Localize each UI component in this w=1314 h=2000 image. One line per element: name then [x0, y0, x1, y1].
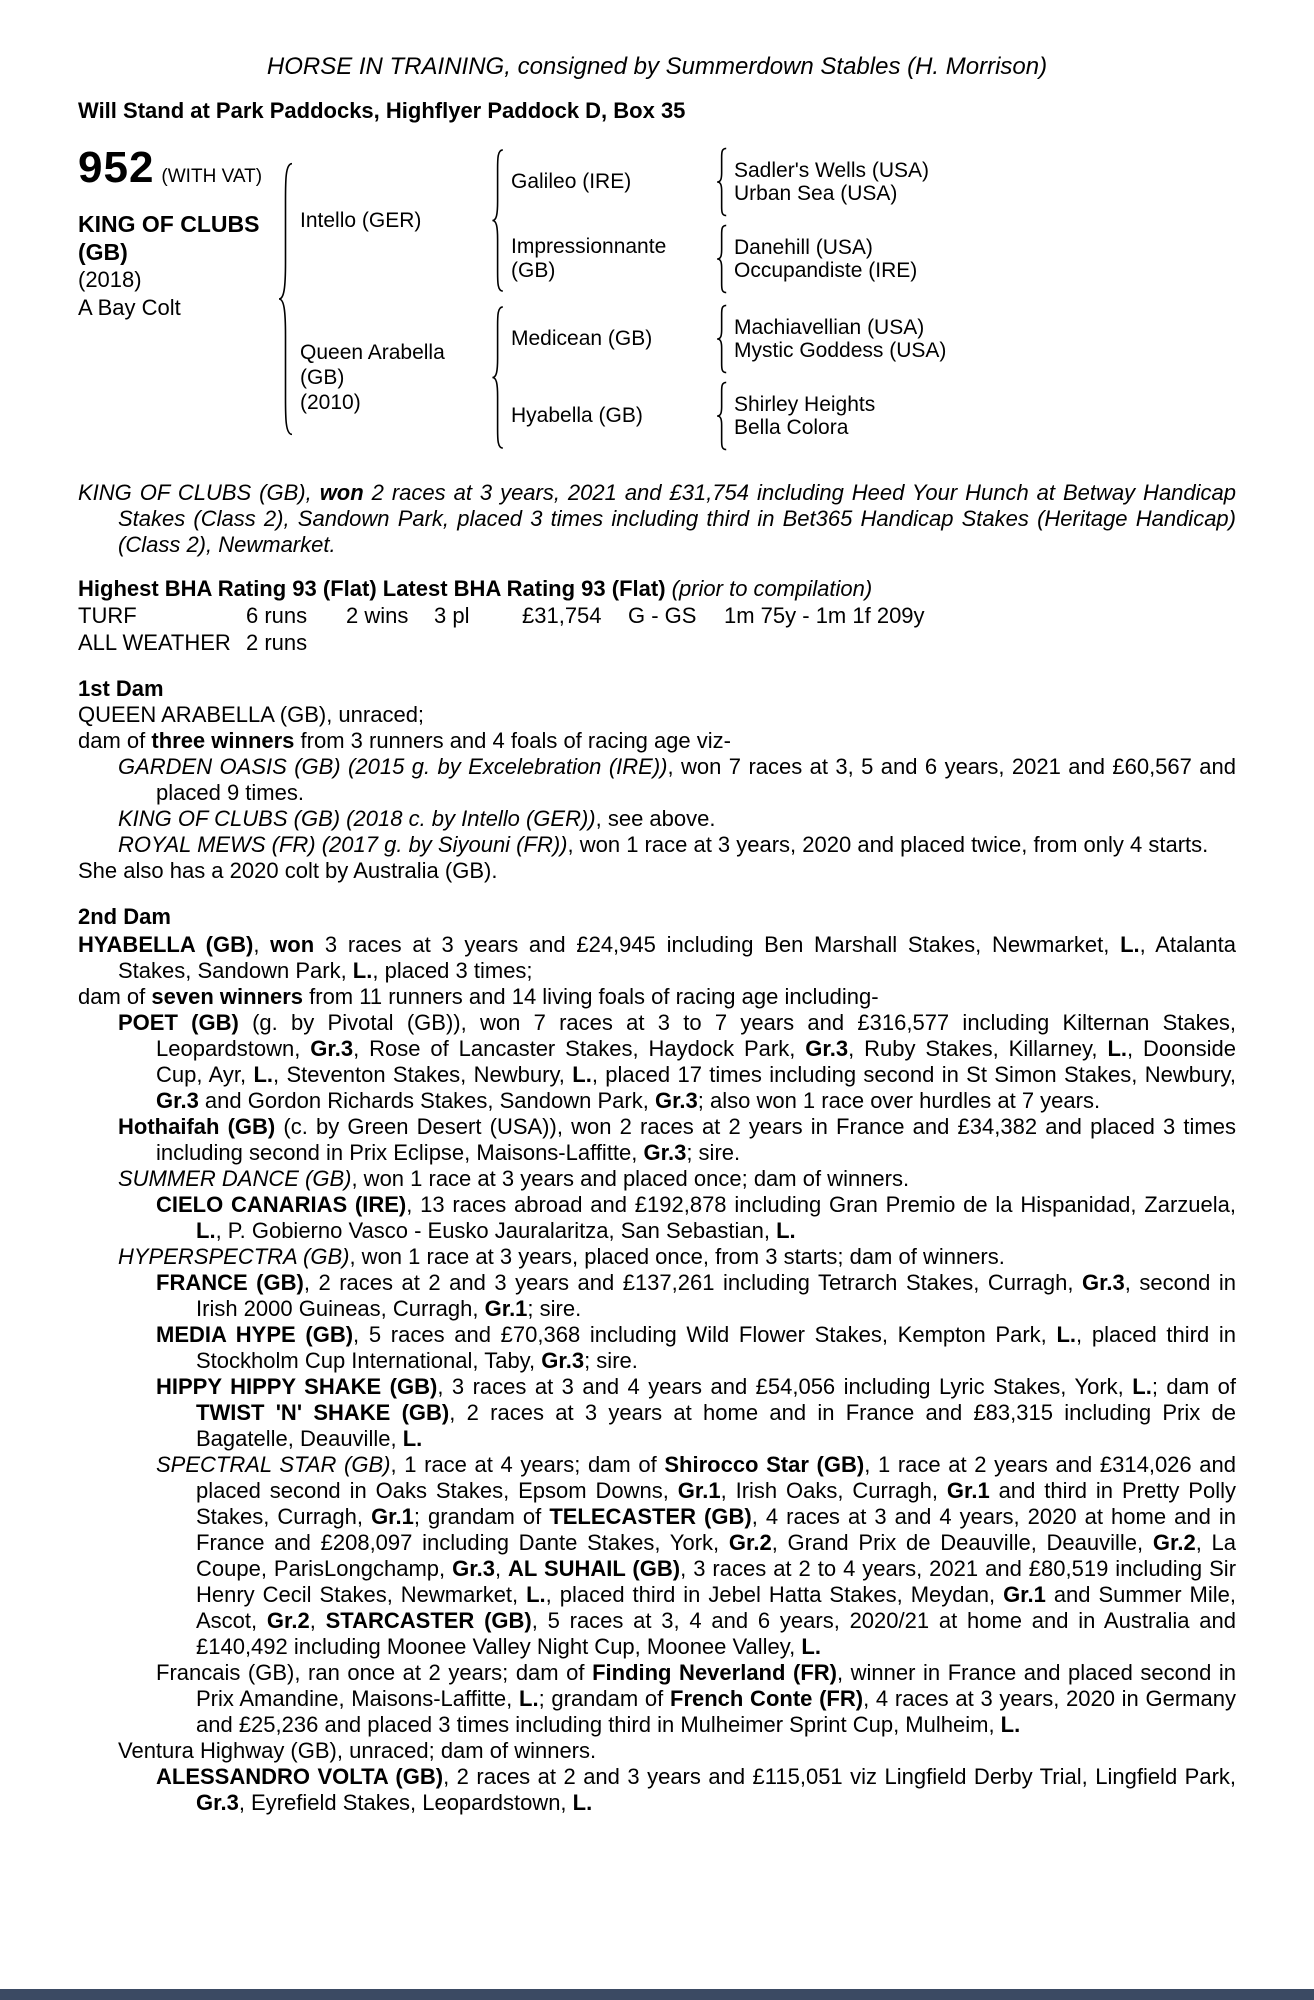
granddam-name: Hyabella (GB)	[511, 404, 643, 427]
going-range: G - GS	[628, 603, 697, 628]
vat-note: (WITH VAT)	[161, 166, 263, 187]
horse-name-line2: (GB)	[78, 239, 128, 265]
pedigree-dam-group	[300, 303, 1236, 452]
grandsire-group	[511, 146, 1236, 218]
grandsire-name: Galileo (IRE)	[511, 170, 632, 193]
dam2-para-poet: POET (GB) (g. by Pivotal (GB)), won 7 races at 3 to 7 years and £316,577 including Kilternan Stakes, Leopardstown, Gr.3, Rose of Lancaster Stakes, Haydock Park, Gr.3, Ruby Stakes, Killarney, L., Doonside Cup, Ayr, L., Steventon Stakes, Newbury, L., placed 17 times including second in St Simon Stakes, Newbury, Gr.3 and Gordon Richards Stakes, Sandown Park, Gr.3; also won 1 race over hurdles at 7 years.	[118, 1010, 1237, 1113]
dam1-para-royal-mews: ROYAL MEWS (FR) (2017 g. by Siyouni (FR)), won 1 race at 3 years, 2020 and placed twice, from only 4 starts.	[118, 832, 1209, 857]
granddam-parents	[734, 393, 1236, 439]
second-dam-heading: 2nd Dam	[78, 904, 171, 929]
horse-foaling-year: (2018)	[78, 267, 142, 292]
dam-year-line: (2010)	[300, 391, 361, 414]
granddam-group	[511, 380, 1236, 452]
dam1-para-dam-of: dam of three winners from 3 runners and 4 foals of racing age viz-	[78, 728, 731, 753]
granddam-name: Impressionnante (GB)	[511, 235, 667, 282]
race-record-paragraph: KING OF CLUBS (GB), won 2 races at 3 years, 2021 and £31,754 including Heed Your Hunch at Betway Handicap Stakes (Class 2), Sandown Park, placed 3 times including third in Bet365 Handicap Stakes (Heritage Handicap) (Class 2), Newmarket.	[78, 480, 1237, 557]
dam1-para-garden-oasis: GARDEN OASIS (GB) (2015 g. by Excelebration (IRE)), won 7 races at 3, 5 and 6 years, 2021 and £60,567 and placed 9 times.	[118, 754, 1237, 805]
dam2-para-ventura-highway: Ventura Highway (GB), unraced; dam of winners.	[118, 1738, 597, 1763]
earnings-value: £31,754	[522, 603, 602, 628]
dam2-para-dam-of: dam of seven winners from 11 runners and 14 living foals of racing age including-	[78, 984, 879, 1009]
pedigree-brace-icon	[715, 224, 729, 294]
race-summary-row-turf	[78, 602, 1236, 629]
going-range	[628, 629, 724, 656]
wins-value	[346, 629, 434, 656]
race-summary-row-all-weather	[78, 629, 1236, 656]
great-grandsire-name: Danehill (USA)	[734, 236, 873, 259]
horse-name-line1: KING OF CLUBS	[78, 211, 260, 237]
great-grandsire-name: Sadler's Wells (USA)	[734, 159, 929, 182]
pedigree-brace-icon	[490, 304, 506, 451]
dam2-para-cielo-canarias: CIELO CANARIAS (IRE), 13 races abroad and £192,878 including Gran Premio de la Hispanidad, Zarzuela, L., P. Gobierno Vasco - Eusko Jauralaritza, San Sebastian, L.	[156, 1192, 1236, 1243]
runs-value: 2 runs	[246, 630, 308, 655]
dam-name-line: Queen Arabella (GB)	[300, 341, 445, 389]
grandsire-parents	[734, 159, 1236, 205]
bha-rating-line: Highest BHA Rating 93 (Flat) Latest BHA Rating 93 (Flat) (prior to compilation)	[78, 576, 873, 601]
pedigree-brace-icon	[276, 158, 296, 440]
grandsire-group	[511, 303, 1236, 375]
distance-range	[724, 629, 1236, 656]
granddam-parents	[734, 236, 1236, 282]
great-granddam-name: Bella Colora	[734, 416, 849, 439]
dam2-para-hippy-hippy-shake: HIPPY HIPPY SHAKE (GB), 3 races at 3 and 4 years and £54,056 including Lyric Stakes, York, L.; dam of TWIST 'N' SHAKE (GB), 2 races at 3 years at home and in France and £83,315 including Prix de Bagatelle, Deauville, L.	[156, 1374, 1237, 1451]
bha-rating-block	[78, 576, 1236, 656]
dam-parents	[511, 303, 1236, 452]
great-granddam-name: Mystic Goddess (USA)	[734, 339, 947, 362]
lot-info	[78, 143, 276, 322]
pedigree-brace-icon	[715, 381, 729, 451]
grandsire-name: Medicean (GB)	[511, 327, 653, 350]
pedigree-sire-group	[300, 146, 1236, 295]
pedigree-brace-icon	[715, 304, 729, 374]
pedigree-tree	[300, 146, 1236, 452]
first-dam-heading: 1st Dam	[78, 676, 164, 701]
dam1-para-also-colt: She also has a 2020 colt by Australia (GB).	[78, 858, 498, 883]
granddam-group	[511, 223, 1236, 295]
dam2-para-alessandro-volta: ALESSANDRO VOLTA (GB), 2 races at 2 and 3 years and £115,051 viz Lingfield Derby Trial, Lingfield Park, Gr.3, Eyrefield Stakes, Leopardstown, L.	[156, 1764, 1237, 1815]
great-grandsire-name: Shirley Heights	[734, 393, 876, 416]
lot-pedigree-block	[78, 143, 1236, 452]
dam2-para-francais: Francais (GB), ran once at 2 years; dam of Finding Neverland (FR), winner in France and placed second in Prix Amandine, Maisons-Laffitte, L.; grandam of French Conte (FR), 4 races at 3 years, 2020 in Germany and £25,236 and placed 3 times including third in Mulheimer Sprint Cup, Mulheim, L.	[156, 1660, 1237, 1737]
dam2-para-summer-dance: SUMMER DANCE (GB), won 1 race at 3 years and placed once; dam of winners.	[118, 1166, 910, 1191]
dam2-para-hothaifah: Hothaifah (GB) (c. by Green Desert (USA)), won 2 races at 2 years in France and £34,382 and placed 3 times including second in Prix Eclipse, Maisons-Laffitte, Gr.3; sire.	[118, 1114, 1236, 1165]
bottom-bar	[0, 1989, 1314, 2000]
horse-description: A Bay Colt	[78, 295, 181, 320]
dam2-para-spectral-star: SPECTRAL STAR (GB), 1 race at 4 years; dam of Shirocco Star (GB), 1 race at 2 years and £314,026 and placed second in Oaks Stakes, Epsom Downs, Gr.1, Irish Oaks, Curragh, Gr.1 and third in Pretty Polly Stakes, Curragh, Gr.1; grandam of TELECASTER (GB), 4 races at 3 and 4 years, 2020 at home and in France and £208,097 including Dante Stakes, York, Gr.2, Grand Prix de Deauville, Deauville, Gr.2, La Coupe, ParisLongchamp, Gr.3, AL SUHAIL (GB), 3 races at 2 to 4 years, 2021 and £80,519 including Sir Henry Cecil Stakes, Newmarket, L., placed third in Jebel Hatta Stakes, Meydan, Gr.1 and Summer Mile, Ascot, Gr.2, STARCASTER (GB), 5 races at 3, 4 and 6 years, 2020/21 at home and in Australia and £140,492 including Moonee Valley Night Cup, Moonee Valley, L.	[156, 1452, 1237, 1659]
stand-location-line: Will Stand at Park Paddocks, Highflyer Paddock D, Box 35	[78, 98, 686, 123]
pedigree-brace-icon	[490, 147, 506, 294]
page-title: HORSE IN TRAINING, consigned by Summerdown Stables (H. Morrison)	[266, 53, 1048, 80]
distance-range: 1m 75y - 1m 1f 209y	[724, 603, 925, 628]
great-granddam-name: Urban Sea (USA)	[734, 182, 898, 205]
dam1-para-queen-arabella: QUEEN ARABELLA (GB), unraced;	[78, 702, 425, 727]
pedigree-brace-icon	[715, 147, 729, 217]
dam1-para-king-of-clubs: KING OF CLUBS (GB) (2018 c. by Intello (GER)), see above.	[118, 806, 716, 831]
lot-number: 952	[78, 143, 155, 192]
runs-value: 6 runs	[246, 603, 308, 628]
places-value	[434, 629, 522, 656]
surface-label: TURF	[78, 603, 137, 628]
dam2-para-hyperspectra: HYPERSPECTRA (GB), won 1 race at 3 years, placed once, from 3 starts; dam of winners.	[118, 1244, 1005, 1269]
dam2-para-media-hype: MEDIA HYPE (GB), 5 races and £70,368 including Wild Flower Stakes, Kempton Park, L., placed third in Stockholm Cup International, Taby, Gr.3; sire.	[156, 1322, 1236, 1373]
dam-name	[300, 340, 490, 415]
sire-parents	[511, 146, 1236, 295]
earnings-value	[522, 629, 628, 656]
grandsire-parents	[734, 316, 1236, 362]
great-grandsire-name: Machiavellian (USA)	[734, 316, 925, 339]
dam2-para-france: FRANCE (GB), 2 races at 2 and 3 years and £137,261 including Tetrarch Stakes, Curragh, Gr.3, second in Irish 2000 Guineas, Curragh, Gr.1; sire.	[156, 1270, 1236, 1321]
surface-label: ALL WEATHER	[78, 630, 231, 655]
sire-name: Intello (GER)	[300, 209, 422, 232]
wins-value: 2 wins	[346, 603, 409, 628]
lot-number-line	[78, 143, 276, 192]
great-granddam-name: Occupandiste (IRE)	[734, 259, 918, 282]
dam2-para-hyabella: HYABELLA (GB), won 3 races at 3 years and £24,945 including Ben Marshall Stakes, Newmarket, L., Atalanta Stakes, Sandown Park, L., placed 3 times;	[78, 932, 1236, 983]
places-value: 3 pl	[434, 603, 470, 628]
